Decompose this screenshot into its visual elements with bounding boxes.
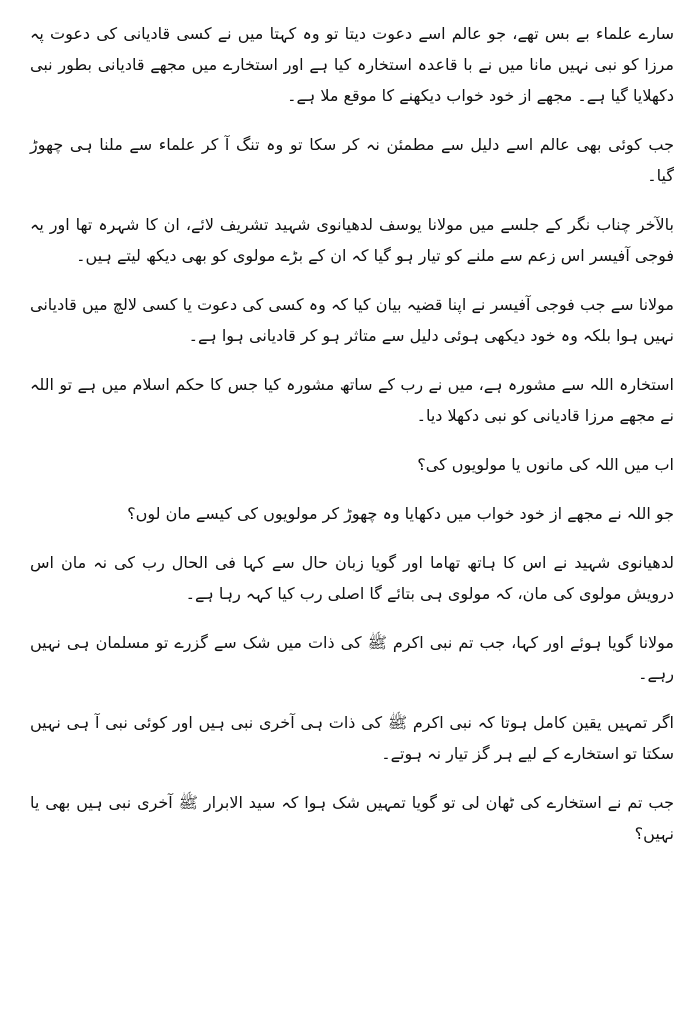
paragraph-3: بالآخر چناب نگر کے جلسے میں مولانا یوسف لدھیانوی شہید تشریف لائے، ان کا شہرہ تھا اور یہ فوجی آفیسر اس زعم سے ملنے کو تیار ہو گیا کہ ان کے بڑے مولوی کو بھی دیکھ لیتے ہیں۔ bbox=[30, 215, 674, 265]
paragraph-5: استخارہ اللہ سے مشورہ ہے، میں نے رب کے ساتھ مشورہ کیا جس کا حکم اسلام میں ہے تو اللہ نے مجھے مرزا قادیانی کو نبی دکھلا دیا۔ bbox=[30, 375, 674, 425]
paragraph-4: مولانا سے جب فوجی آفیسر نے اپنا قضیہ بیان کیا کہ وہ کسی کی دعوت یا کسی لالچ میں قادیانی نہیں ہوا بلکہ وہ خود دیکھی ہوئی دلیل سے متاثر ہو کر قادیانی ہوا ہے۔ bbox=[30, 295, 674, 345]
paragraph-8: لدھیانوی شہید نے اس کا ہاتھ تھاما اور گویا زبان حال سے کہا فی الحال رب کی نہ مان اس درویش مولوی کی مان، کہ مولوی ہی بتائے گا اصلی رب کیا کہہ رہا ہے۔ bbox=[30, 553, 674, 603]
paragraph-11: جب تم نے استخارے کی ٹھان لی تو گویا تمہیں شک ہوا کہ سید الابرار ﷺ آخری نبی ہیں بھی یا نہیں؟ bbox=[30, 793, 674, 843]
paragraph-10: اگر تمہیں یقین کامل ہوتا کہ نبی اکرم ﷺ کی ذات ہی آخری نبی ہیں اور کوئی نبی آ ہی نہیں سکتا تو استخارے کے لیے ہر گز تیار نہ ہوتے۔ bbox=[30, 713, 674, 763]
paragraph-9: مولانا گویا ہوئے اور کہا، جب تم نبی اکرم ﷺ کی ذات میں شک سے گزرے تو مسلمان ہی نہیں رہے۔ bbox=[30, 633, 674, 683]
paragraph-6: اب میں اللہ کی مانوں یا مولویوں کی؟ bbox=[417, 455, 674, 474]
paragraph-7: جو اللہ نے مجھے از خود خواب میں دکھایا وہ چھوڑ کر مولویوں کی کیسے مان لوں؟ bbox=[127, 504, 674, 523]
paragraph-2: جب کوئی بھی عالم اسے دلیل سے مطمئن نہ کر سکا تو وہ تنگ آ کر علماء سے ملنا ہی چھوڑ گیا۔ bbox=[30, 135, 674, 185]
paragraph-1: سارے علماء بے بس تھے، جو عالم اسے دعوت دیتا تو وہ کہتا میں نے کسی قادیانی کی دعوت پہ مرزا کو نبی نہیں مانا میں نے با قاعدہ استخارہ کیا ہے اور استخارے میں مجھے قادیانی بطور نبی دکھلایا گیا ہے۔ مجھے از خود خواب دیکھنے کا موقع ملا ہے۔ bbox=[30, 24, 674, 105]
